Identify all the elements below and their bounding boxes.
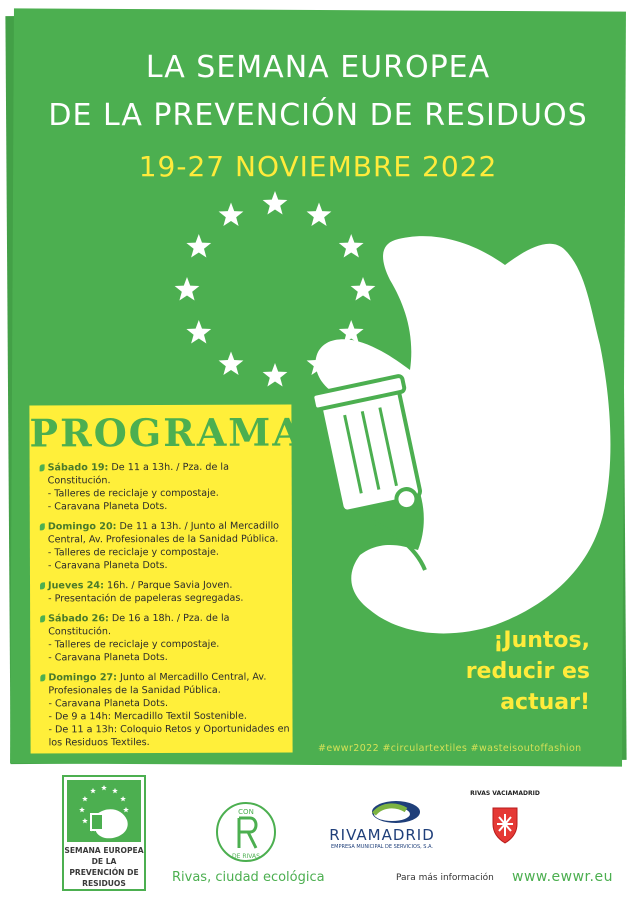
slogan [390,625,590,718]
leaf-bullet-icon [40,464,45,471]
event-line: - Caravana Planeta Dots. [47,500,168,513]
event-day: Sábado 26: [48,613,109,625]
event-line: - Caravana Planeta Dots. [48,697,169,710]
event-line: - Talleres de reciclaje y compostaje. [47,487,219,500]
event-day: Domingo 20: [47,521,117,533]
rivas-shield-icon [470,790,540,860]
slogan-line-2: reducir es [465,659,590,684]
event-info: Junto al Mercadillo Central, Av. Profesionales de la Sanidad Pública. [48,671,267,697]
event-dates: 19-27 NOVIEMBRE 2022 [138,150,498,183]
con-r-de-rivas-logo [214,800,278,864]
mini-star-icon [112,788,118,794]
eu-star-icon [175,277,200,301]
event-line: - De 9 a 14h: Mercadillo Textil Sostenible. [48,710,247,723]
hand-holding-bin-icon [300,225,620,645]
mini-star-icon [123,807,129,812]
mini-star-icon [82,796,88,801]
title-line-2: DE LA PREVENCIÓN DE RESIDUOS [48,98,588,133]
leaf-bullet-icon [40,615,45,622]
eu-star-icon [186,320,211,344]
slogan-line-1: ¡Juntos, [493,628,590,653]
slogan-line-3: actuar! [500,690,590,715]
leaf-bullet-icon [40,582,45,589]
event-line: - Talleres de reciclaje y compostaje. [47,546,220,559]
event-item [40,579,290,606]
event-info: 16h. / Parque Savia Joven. [103,579,233,592]
leaf-bullet-icon [40,674,45,681]
leaf-bullet-icon [40,523,45,530]
hashtags: #ewwr2022 #circulartextiles #wasteisoutoffashion [318,743,582,754]
mini-star-icon [101,785,107,790]
event-item [40,461,290,514]
programa-panel [29,405,304,754]
event-line: - Caravana Planeta Dots. [48,651,168,664]
events-list [40,461,291,757]
semana-logo-icon [67,780,141,842]
eu-star-icon [263,191,288,215]
event-line: - De 11 a 13h: Coloquio Retos y Oportunidades en los Residuos Textiles. [48,723,290,749]
event-info: De 11 a 13h. / Junto al Mercadillo Central, Av. Profesionales de la Sanidad Pública. [47,520,280,546]
event-info: De 11 a 13h. / Pza. de la Constitución. [47,461,229,487]
programa-title: PROGRAMA [29,409,304,456]
mini-star-icon [120,796,126,801]
eu-star-icon [186,234,211,258]
event-day: Jueves 24: [48,580,104,592]
event-item [40,612,290,665]
eu-star-icon [263,363,288,387]
rivas-ciudad-ecologica: Rivas, ciudad ecológica [172,870,325,885]
eu-star-icon [219,203,244,227]
rivas-vaciamadrid-label: RIVAS VACIAMADRID [470,790,540,797]
title-line-1: LA SEMANA EUROPEA [145,50,491,85]
event-line: - Caravana Planeta Dots. [47,559,168,572]
mini-star-icon [90,788,96,794]
event-day: Domingo 27: [48,672,118,684]
event-line: - Presentación de papeleras segregadas. [48,592,244,605]
event-info: De 16 a 18h. / Pza. de la Constitución. [48,612,230,638]
mini-star-icon [82,818,88,823]
website-link[interactable]: www.ewwr.eu [512,869,613,885]
semana-logo-text: SEMANA EUROPEA DE LA PREVENCIÓN DE RESIDUOS [64,846,144,888]
conr-bottom-text: DE RIVAS [232,853,260,860]
conr-top-text: CON [238,808,254,816]
event-item [40,520,290,573]
rivamadrid-wordmark: RIVAMADRID [329,826,435,844]
rivamadrid-subtitle: EMPRESA MUNICIPAL DE SERVICIOS, S.A. [330,844,433,850]
semana-logo-graphic [67,780,141,842]
mas-informacion-label: Para más información [396,873,494,883]
event-line: - Talleres de reciclaje y compostaje. [48,638,220,651]
eu-star-icon [307,203,332,227]
event-item [40,671,290,750]
event-day: Sábado 19: [47,462,109,474]
semana-europea-logo [62,775,146,891]
mini-star-icon [79,807,85,812]
eu-star-icon [219,352,244,376]
